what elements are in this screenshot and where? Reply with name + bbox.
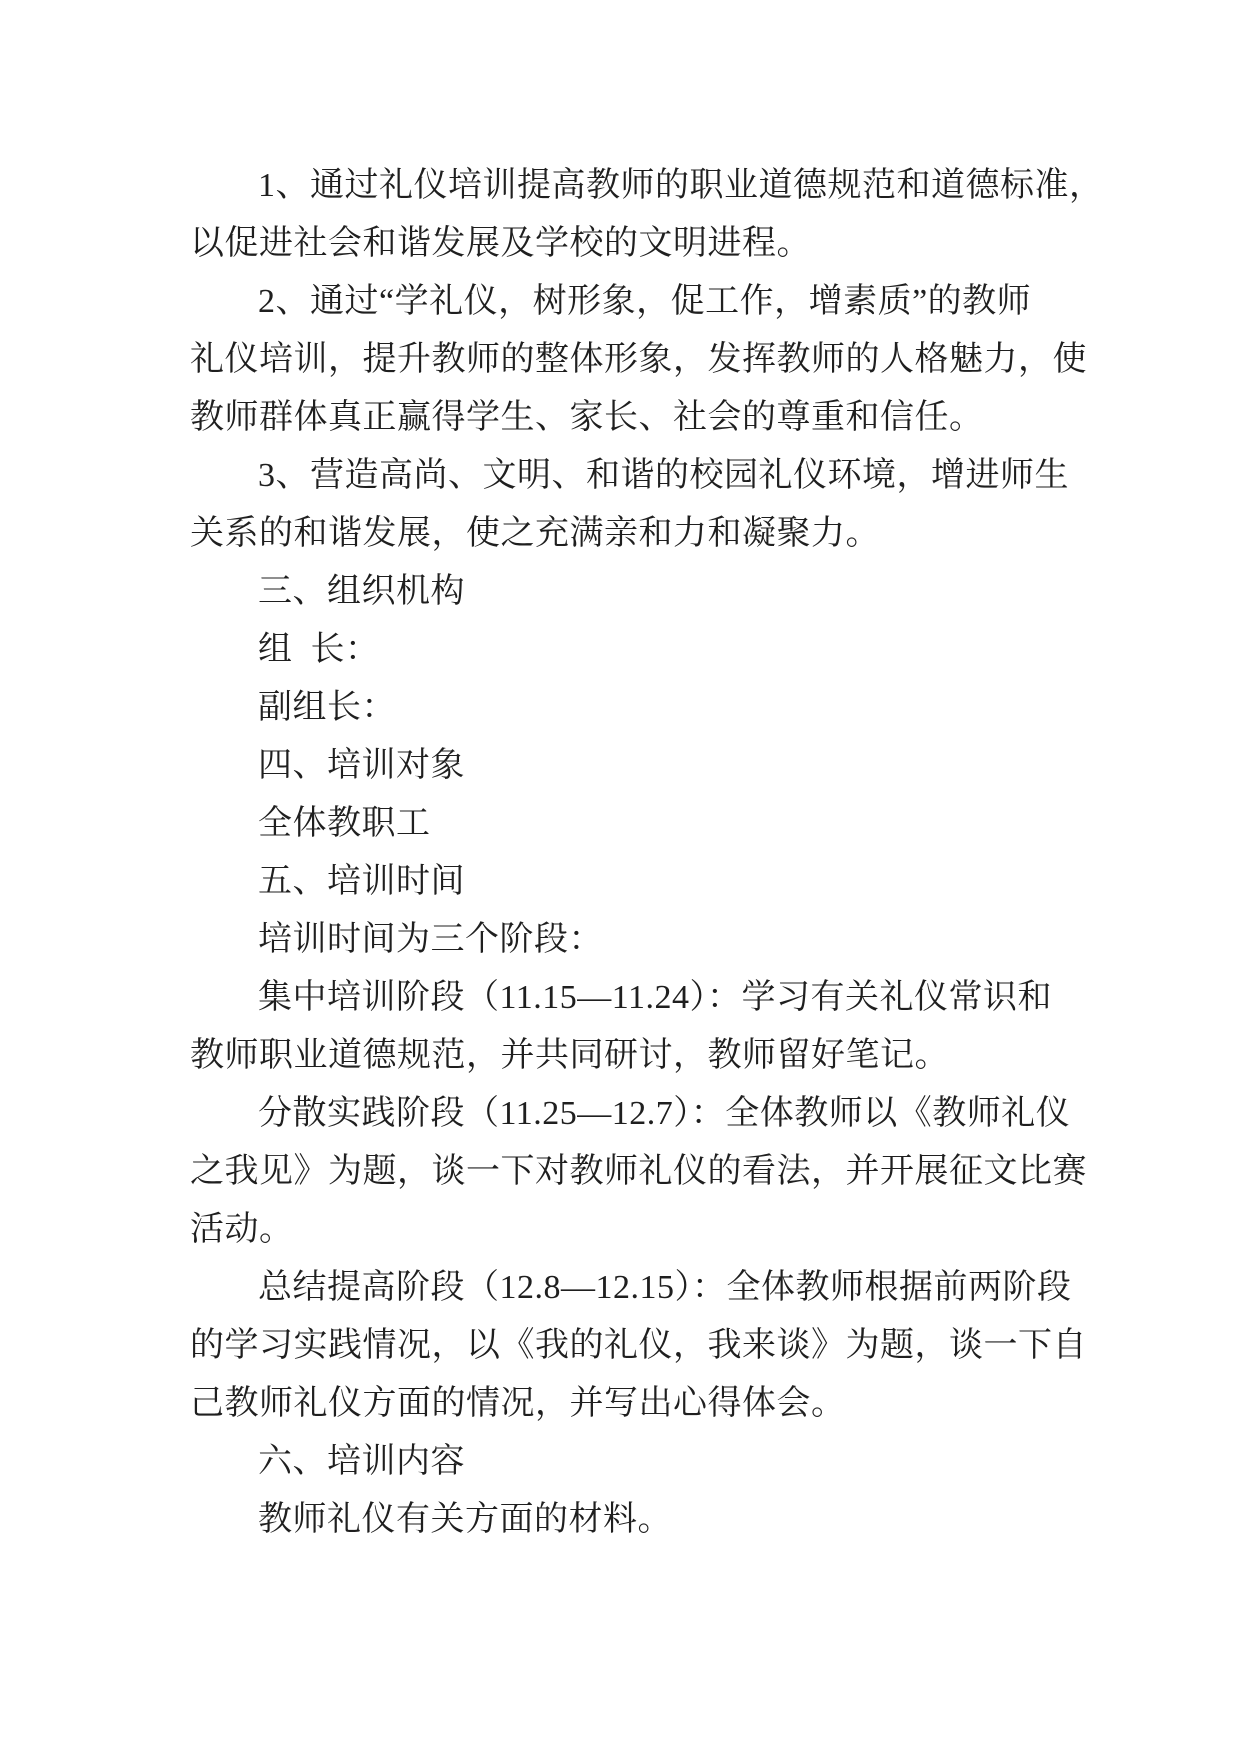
text-line: 教师群体真正赢得学生、家长、社会的尊重和信任。 — [190, 399, 984, 436]
text-line: 分散实践阶段（11.25—12.7）：全体教师以《教师礼仪 — [258, 1095, 1071, 1132]
text-line: 之我见》为题，谈一下对教师礼仪的看法，并开展征文比赛 — [190, 1153, 1087, 1190]
text-line: 1、通过礼仪培训提高教师的职业道德规范和道德标准， — [258, 167, 1104, 204]
text-line: 副组长： — [258, 689, 396, 726]
text-line: 三、组织机构 — [258, 573, 465, 610]
text-line: 总结提高阶段（12.8—12.15）：全体教师根据前两阶段 — [258, 1269, 1072, 1306]
text-line: 组 长： — [258, 631, 380, 668]
document-body — [190, 157, 1104, 1549]
text-line: 礼仪培训，提升教师的整体形象，发挥教师的人格魅力，使 — [190, 341, 1087, 378]
text-line: 活动。 — [190, 1211, 294, 1248]
text-line: 的学习实践情况，以《我的礼仪，我来谈》为题，谈一下自 — [190, 1327, 1087, 1364]
text-line: 五、培训时间 — [258, 863, 465, 900]
text-line: 以促进社会和谐发展及学校的文明进程。 — [190, 225, 811, 262]
text-line: 教师职业道德规范，并共同研讨，教师留好笔记。 — [190, 1037, 949, 1074]
text-line: 全体教职工 — [258, 805, 431, 842]
text-line: 3、营造高尚、文明、和谐的校园礼仪环境，增进师生 — [258, 457, 1069, 494]
text-line: 集中培训阶段（11.15—11.24）：学习有关礼仪常识和 — [258, 979, 1052, 1016]
text-line: 培训时间为三个阶段： — [258, 921, 603, 958]
text-line: 四、培训对象 — [258, 747, 465, 784]
text-line: 六、培训内容 — [258, 1443, 465, 1480]
text-line: 关系的和谐发展，使之充满亲和力和凝聚力。 — [190, 515, 880, 552]
text-line: 2、通过“学礼仪，树形象，促工作，增素质”的教师 — [258, 283, 1032, 320]
text-line: 教师礼仪有关方面的材料。 — [258, 1501, 672, 1538]
text-line: 己教师礼仪方面的情况，并写出心得体会。 — [190, 1385, 846, 1422]
